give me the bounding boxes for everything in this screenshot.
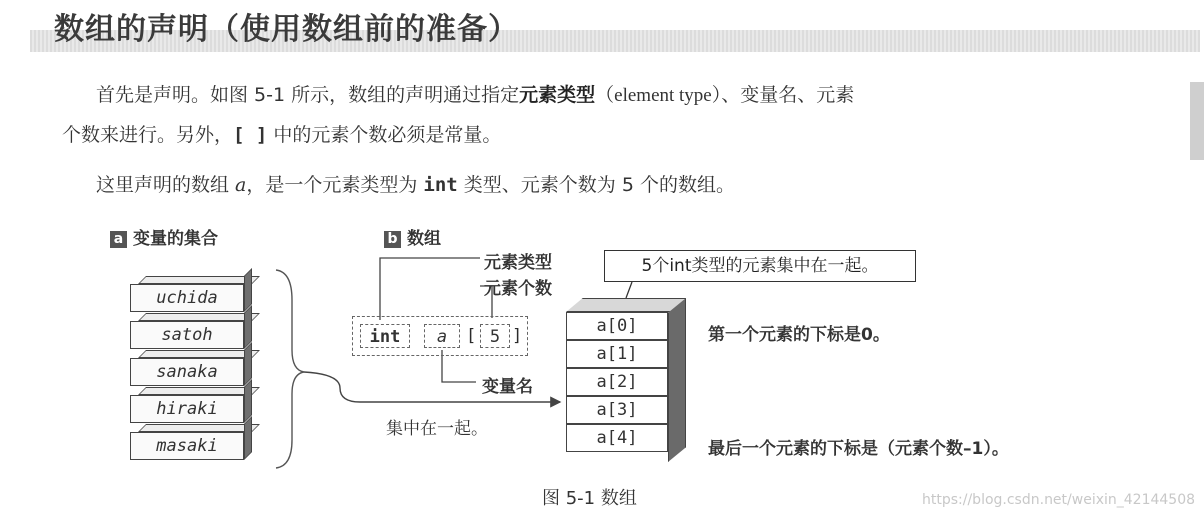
paragraph-text: 首先是声明。如图 5-1 所示，数组的声明通过指定 <box>96 84 520 106</box>
paragraph-text: 中的元素个数必须是常量。 <box>267 124 502 146</box>
paragraph-text: （element type）、变量名、元素 <box>595 85 855 106</box>
brace-icon <box>276 270 304 468</box>
element-type-leader <box>380 258 480 320</box>
panel-a-title: 变量的集合 <box>133 229 218 249</box>
array-top-face <box>566 298 686 312</box>
array-cell: a[3] <box>566 396 668 424</box>
array-cell: a[0] <box>566 312 668 340</box>
watermark: https://blog.csdn.net/weixin_42144508 <box>922 492 1196 508</box>
decl-size: 5 <box>480 324 510 348</box>
callout-pointer <box>626 282 632 298</box>
paragraph-text: 个数来进行。另外， <box>62 124 234 146</box>
label-element-count: 元素个数 <box>484 279 552 299</box>
figure-caption: 图 5-1 数组 <box>542 488 637 509</box>
variable-name: sanaka <box>130 358 244 386</box>
section-heading: 数组的声明（使用数组前的准备） <box>54 12 519 47</box>
note-last-index: 最后一个元素的下标是（元素个数–1）。 <box>708 439 1009 459</box>
array-cell: a[2] <box>566 368 668 396</box>
callout-box: 5个int类型的元素集中在一起。 <box>604 250 916 282</box>
variable-name: satoh <box>130 321 244 349</box>
decl-open-bracket: [ <box>466 326 477 346</box>
code-var-a: a <box>235 174 247 196</box>
array-cell: a[4] <box>566 424 668 452</box>
panel-b-title: 数组 <box>407 229 441 249</box>
code-int: int <box>423 174 458 196</box>
label-gather: 集中在一起。 <box>386 419 488 439</box>
term-element-type: 元素类型 <box>519 84 596 106</box>
note-first-index: 第一个元素的下标是0。 <box>708 325 890 345</box>
label-element-type: 元素类型 <box>484 253 552 273</box>
variable-name: masaki <box>130 432 244 460</box>
array-side-face <box>668 298 686 462</box>
decl-close-bracket: ] <box>512 326 523 346</box>
variable-name: hiraki <box>130 395 244 423</box>
array-cell: a[1] <box>566 340 668 368</box>
label-variable-name: 变量名 <box>482 377 533 397</box>
paragraph-text: 类型、元素个数为 5 个的数组。 <box>457 174 735 196</box>
variable-name: uchida <box>130 284 244 312</box>
paragraph-text: 这里声明的数组 <box>96 174 236 196</box>
decl-name: a <box>424 324 460 348</box>
code-brackets: [ ] <box>233 124 268 146</box>
panel-tag-a: a <box>110 231 127 248</box>
decl-type: int <box>360 324 410 348</box>
paragraph-text: ，是一个元素类型为 <box>246 174 424 196</box>
panel-tag-b: b <box>384 231 401 248</box>
